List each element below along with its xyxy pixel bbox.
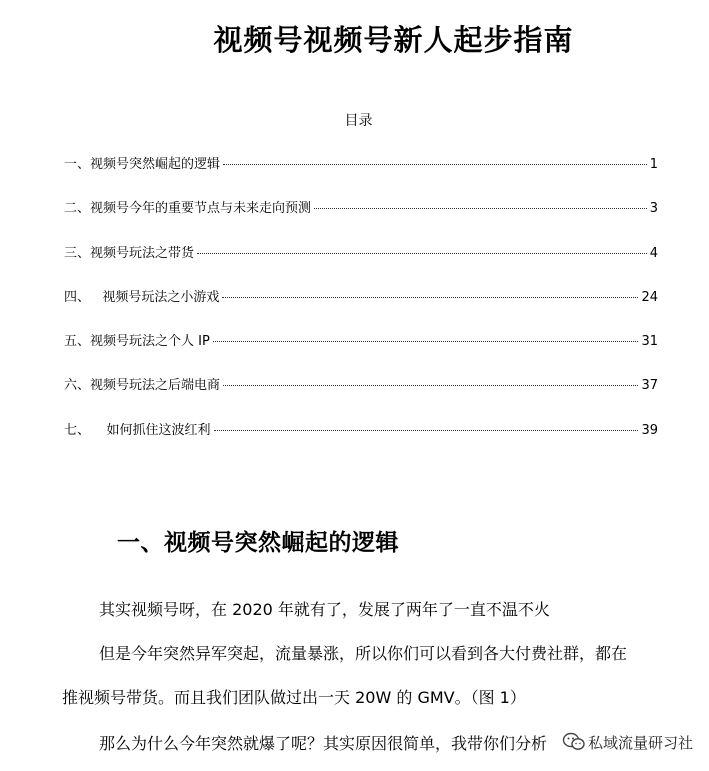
- toc-leader-dots: [314, 208, 647, 209]
- watermark-text: 私域流量研习社: [587, 733, 693, 752]
- toc-entry-label: 四、 视频号玩法之小游戏: [64, 289, 220, 305]
- toc-leader-dots: [222, 297, 638, 298]
- toc-entry-page: 3: [649, 201, 658, 217]
- toc-entry-2[interactable]: [64, 197, 658, 241]
- toc-entry-4[interactable]: [64, 286, 658, 330]
- toc-entry-3[interactable]: [64, 242, 658, 286]
- body-paragraph-3: 推视频号带货。而且我们团队做过出一天 20W 的 GMV。（图 1）: [62, 688, 526, 707]
- toc-leader-dots: [213, 341, 639, 342]
- toc-heading: 目录: [344, 113, 373, 129]
- toc-leader-dots: [223, 385, 638, 386]
- body-paragraph-4: 那么为什么今年突然就爆了呢？其实原因很简单，我带你们分析: [99, 734, 548, 753]
- toc-entry-label: 一、视频号突然崛起的逻辑: [64, 157, 221, 172]
- body-paragraph-2: 但是今年突然异军突起，流量暴涨，所以你们可以看到各大付费社群，都在: [99, 644, 628, 663]
- toc-entry-5[interactable]: [64, 330, 658, 374]
- toc-leader-dots: [197, 253, 647, 254]
- section-heading: 一、视频号突然崛起的逻辑: [117, 530, 399, 556]
- table-of-contents: [64, 153, 658, 463]
- toc-leader-dots: [214, 430, 639, 431]
- body-paragraph-1: 其实视频号呀，在 2020 年就有了，发展了两年了一直不温不火: [99, 600, 550, 619]
- toc-entry-label: 二、视频号今年的重要节点与未来走向预测: [64, 201, 312, 217]
- toc-entry-label: 六、视频号玩法之后端电商: [64, 378, 221, 394]
- toc-entry-page: 24: [641, 289, 658, 305]
- toc-entry-label: 七、 如何抓住这波红利: [64, 422, 211, 438]
- toc-entry-label: 五、视频号玩法之个人 IP: [64, 334, 210, 350]
- toc-entry-page: 39: [641, 422, 658, 438]
- toc-entry-page: 1: [649, 157, 658, 172]
- toc-entry-page: 37: [641, 378, 658, 394]
- toc-leader-dots: [223, 164, 647, 165]
- toc-entry-6[interactable]: [64, 374, 658, 418]
- toc-entry-7[interactable]: [64, 419, 658, 463]
- toc-entry-page: 31: [641, 334, 658, 350]
- toc-entry-label: 三、视频号玩法之带货: [64, 245, 195, 261]
- watermark: [560, 729, 697, 755]
- toc-entry-1[interactable]: [64, 153, 658, 197]
- document-title: 视频号视频号新人起步指南: [213, 23, 574, 57]
- toc-entry-page: 4: [649, 245, 658, 261]
- wechat-official-account-icon: [562, 731, 586, 753]
